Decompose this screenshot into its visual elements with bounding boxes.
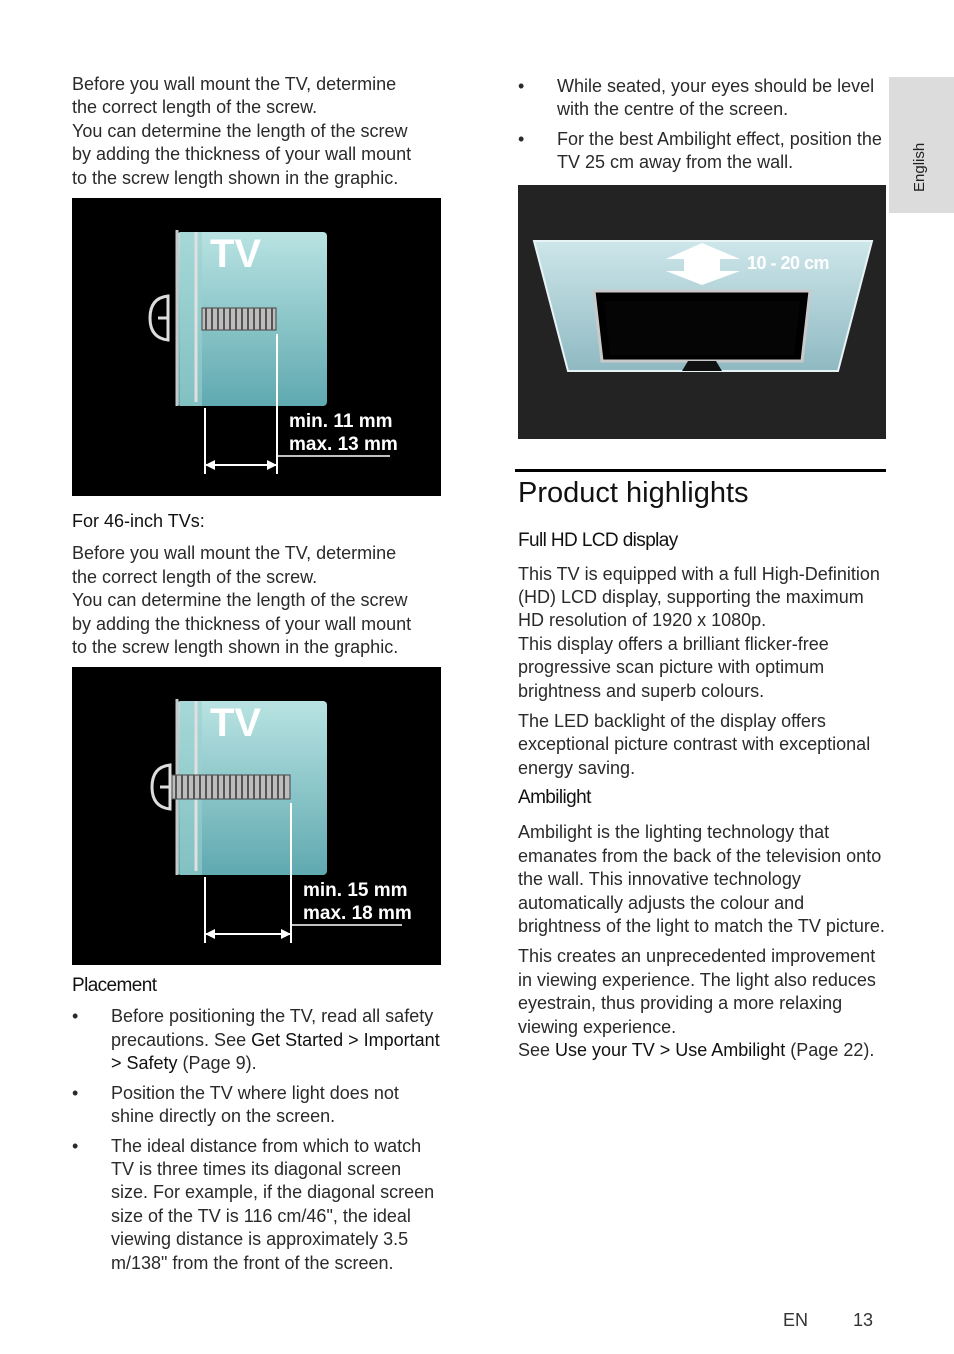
- wall-mount-intro-paragraph: [72, 73, 442, 190]
- max-length-label: max. 18 mm: [303, 903, 412, 925]
- left-column: [72, 70, 442, 1275]
- text-line: to the screw length shown in the graphic.: [72, 637, 399, 658]
- list-item-text: While seated, your eyes should be level with the centre of the screen.: [557, 76, 875, 120]
- list-item-text: Before positioning the TV, read all safety precautions. See: [111, 1006, 434, 1050]
- list-item: [72, 1005, 442, 1075]
- text-line: to the screw length shown in the graphic.: [72, 167, 399, 188]
- tv-label: TV: [210, 232, 262, 277]
- min-length-label: min. 11 mm: [289, 411, 393, 433]
- bullet-icon: •: [72, 1006, 79, 1027]
- language-tab: [889, 77, 954, 213]
- text-line: the correct length of the screw.: [72, 97, 318, 118]
- viewing-tips-list: [518, 75, 886, 175]
- see-also-text: (Page 22).: [785, 1039, 875, 1060]
- placement-list: [72, 1005, 442, 1274]
- full-hd-paragraph-1: This TV is equipped with a full High-Definition (HD) LCD display, supporting the maximum HD resolution of 1920 x 1080p.: [518, 563, 880, 631]
- label-46-inch: For 46-inch TVs:: [72, 511, 205, 532]
- bullet-icon: •: [518, 128, 525, 149]
- list-item-text: Position the TV where light does not shine directly on the screen.: [111, 1082, 399, 1127]
- right-column: [518, 70, 886, 1062]
- ambilight-distance-figure: [518, 185, 886, 439]
- bullet-icon: •: [518, 76, 525, 96]
- wall-mount-46-paragraph: [72, 542, 442, 659]
- ambilight-see-also: [518, 1039, 886, 1062]
- ambilight-paragraph-1: Ambilight is the lighting technology that emanates from the back of the television onto the wall. This innovative technology automatically adjusts the colour and brightness of the light to match the TV picture.: [518, 822, 885, 936]
- page-number: 13: [853, 1310, 874, 1330]
- list-item: [72, 1082, 442, 1129]
- see-also-text: See: [518, 1039, 556, 1060]
- tv-label: TV: [210, 701, 262, 746]
- list-item-text: The ideal distance from which to watch TV is three times its diagonal screen size. For example, if the diagonal screen size of the TV is 116 cm/46", the ideal viewing distance is approximately 3.5 m/138" from the front of the screen.: [111, 1135, 435, 1273]
- text-line: the correct length of the screw.: [72, 566, 318, 587]
- cross-reference-link[interactable]: Use your TV > Use Ambilight: [555, 1039, 786, 1060]
- full-hd-paragraph-2: This display offers a brilliant flicker-free progressive scan picture with optimum brightness and superb colours.: [518, 633, 829, 701]
- text-line: You can determine the length of the screw: [72, 590, 408, 611]
- screw-length-figure-2: [72, 667, 441, 965]
- text-line: by adding the thickness of your wall mount: [72, 144, 412, 165]
- distance-label: 10 - 20 cm: [747, 252, 830, 273]
- text-line: by adding the thickness of your wall mount: [72, 613, 412, 634]
- list-item-text: For the best Ambilight effect, position the TV 25 cm away from the wall.: [557, 128, 882, 173]
- ambilight-heading: Ambilight: [518, 787, 591, 809]
- min-length-label: min. 15 mm: [303, 880, 408, 902]
- max-length-label: max. 13 mm: [289, 434, 398, 456]
- list-item: [518, 128, 886, 175]
- ambilight-paragraph-2: This creates an unprecedented improvement in viewing experience. The light also reduces eyestrain, thus providing a more relaxing viewing experience.: [518, 946, 876, 1037]
- bullet-icon: •: [72, 1082, 79, 1103]
- footer-lang: EN: [783, 1310, 809, 1330]
- placement-heading: Placement: [72, 975, 157, 997]
- product-highlights-title: Product highlights: [515, 469, 886, 510]
- list-item: [72, 1135, 442, 1275]
- full-hd-paragraph-3: The LED backlight of the display offers exceptional picture contrast with exceptional energy saving.: [518, 711, 871, 778]
- bullet-icon: •: [72, 1135, 79, 1156]
- list-item: [518, 75, 886, 122]
- list-item-text: (Page 9).: [177, 1053, 257, 1074]
- text-line: Before you wall mount the TV, determine: [72, 543, 397, 564]
- full-hd-heading: Full HD LCD display: [518, 529, 678, 551]
- language-tab-label: English: [911, 142, 928, 192]
- cross-reference-link[interactable]: Get Started > Important > Safety: [111, 1029, 440, 1074]
- text-line: Before you wall mount the TV, determine: [72, 74, 397, 94]
- text-line: You can determine the length of the screw: [72, 120, 408, 141]
- screw-length-figure-1: [72, 198, 441, 496]
